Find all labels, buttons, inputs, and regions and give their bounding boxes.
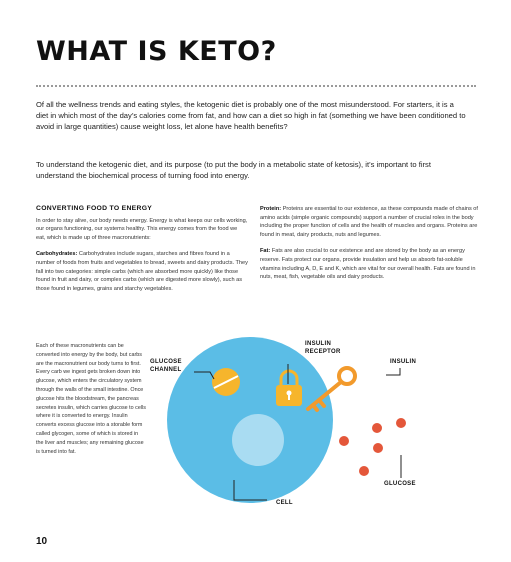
cell-label: CELL [276,500,293,506]
carbohydrates-text: Carbohydrates include sugars, starches and fibres found in a number of foods from fruits and vegetables to bread, sweets and dairy products. They fall into two categories: simple carbs (which are absorbed more quickly) like those found in fruit and dairy, or complex carbs (which are digested more slowly), such as those found in legumes, grains and starchy vegetables. [36,251,248,292]
insulin-label: INSULIN [390,359,417,365]
intro-paragraph-1: Of all the wellness trends and eating styles, the ketogenic diet is probably one of the most misunderstood. For starters, it is a diet in which most of the day’s calories come from fat, and how can a diet so high in fat (something we have been conditioned to avoid in large quantities) cause weight loss, let alone have health benefits? [36,100,466,131]
carbohydrates-label: Carbohydrates: [36,251,78,258]
cell-nucleus [232,414,284,466]
protein-text: Proteins are essential to our existence, as these compounds made of chains of amino acids (simple organic compounds) support a number of crucial roles in the body including the proper function of cells and the health of muscles and organs. Proteins are found in meat, dairy products, nuts and legumes. [260,206,478,238]
protein-label: Protein: [260,206,282,212]
insulin-receptor-label: INSULIN RECEPTOR [305,341,341,355]
glucose-label: GLUCOSE [384,481,416,487]
page-number: 10 [36,536,48,547]
fat-text: Fats are also crucial to our existence and are stored by the body as an energy reserve. Fats protect our organs, provide insulation and help us absorb fat-soluble vitamins including A, D, E and K, which are vital for our overall health. Fats are found in nuts, meat, fish, vegetable oils and dairy products. [260,248,476,281]
intro-paragraph-2: To understand the ketogenic diet, and its purpose (to put the body in a metabolic state of ketosis), it’s important to first understand the biochemical process of turning food into energy. [36,160,431,180]
section-heading: CONVERTING FOOD TO ENERGY [36,205,153,212]
glucose-channel-label: GLUCOSE CHANNEL [150,359,182,373]
glucose-molecules [339,418,406,476]
energy-paragraph: In order to stay alive, our body needs energy. Energy is what keeps our cells working, our organs functioning, our systems healthy. This energy comes from the food we eat, which is made up of three macronutrients: [36,217,248,241]
fat-label: Fat: [260,248,271,255]
side-paragraph: Each of these macronutrients can be converted into energy by the body, but carbs are the macronutrient our body turns to first. Every carb we ingest gets broken down into glucose, which enters the circulatory system through the walls of the small intestine. Once glucose hits the bloodstream, the pancreas secretes insulin, which carries glucose to cells where it is converted to energy. Insulin converts excess glucose into a storable form called glycogen, some of which is stored in the liver and muscles; any remaining glucose is turned into fat. [36,343,146,455]
page-title: WHAT IS KETO? [36,36,277,67]
